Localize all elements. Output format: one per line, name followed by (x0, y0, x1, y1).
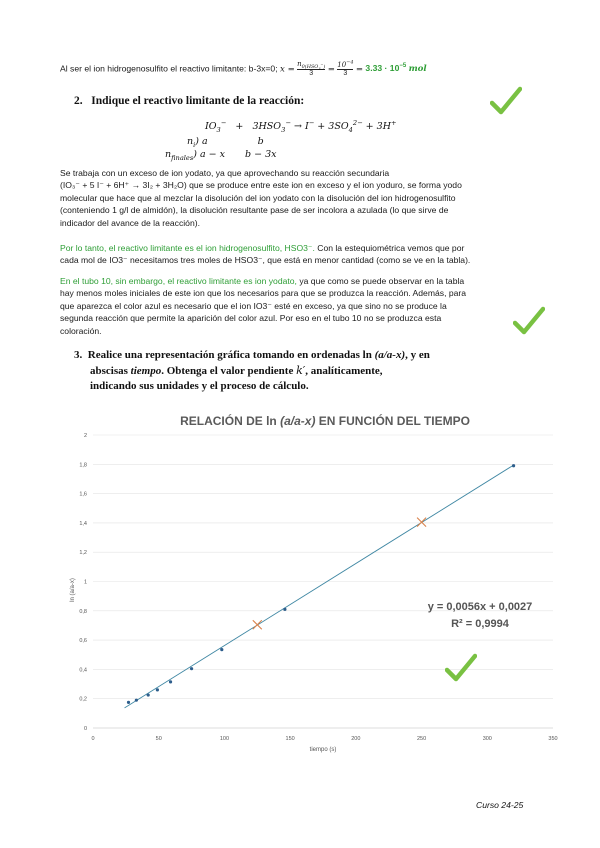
x-tick-label: 150 (285, 736, 295, 742)
y-tick-label: 1,2 (79, 550, 87, 557)
x-tick-label: 300 (482, 736, 492, 742)
data-point (220, 648, 223, 651)
fraction-1: $n_{0(HSO_3^-)}$ 3 (297, 60, 326, 78)
calc-intro-text: Al ser el ion hidrogenosulfito el reactivo limitante: b-3x=0; (60, 63, 278, 74)
fraction-2: $\frac{10^{-4}}{3}$ (337, 59, 354, 77)
y-tick-label: 0,2 (79, 696, 87, 703)
trend-equation: y = 0,0056x + 0,0027 (427, 601, 533, 613)
outlier-point (417, 518, 426, 527)
paragraph-excess-iodate: Se trabaja con un exceso de ion yodato, ya que aprovechando su reacción secundaria (IO₃⁻ + 5 I⁻ + 6H⁺ → 3I₂ + 3H₂O) que se produce entre este ion en exceso y el ion yoduro, se forma yodo molecular que hace que al mezclar la disolución del ion yodato con la disolución del ion hidrogenosulfito (conteniendo 1 g/l de almidón), la disolución resultante pase de ser incolora a azulada (lo que sirve de indicador del avance de la reacción). (60, 168, 462, 228)
checkmark-icon (513, 306, 545, 336)
data-point (156, 688, 159, 691)
question-3-heading: 3. Realice una representación gráfica tomando en ordenadas ln (a/a-x), y en abscisas tiempo. Obtenga el valor pendiente k′, analíticamente, indicando sus unidades y el proceso de cálculo. (74, 349, 430, 392)
x-tick-label: 100 (219, 736, 230, 742)
x-tick-label: 0 (91, 736, 95, 742)
checkmark-icon (445, 653, 477, 683)
initial-moles-row: $n_i$) a b (187, 136, 264, 149)
data-point (169, 680, 172, 683)
y-tick-label: 1,8 (79, 462, 87, 469)
reaction-equation: $IO_3^-$ + $3HSO_3^- \to I^- + 3SO_4^{2-} + 3H^+$ (205, 118, 397, 134)
paragraph-limiting-reactant: Por lo tanto, el reactivo limitante es el ion hidrogenosulfito, HSO3⁻. Con la estequiométrica vemos que por cada mol de IO3⁻ necesitamos tres moles de HSO3⁻, que está en menor cantidad (como se ve en la tabla). (60, 243, 471, 266)
data-point (127, 701, 130, 704)
x-equals: x = (279, 64, 295, 75)
r-squared: R² = 0,9994 (451, 618, 509, 630)
checkmark-icon (490, 86, 522, 116)
data-point (283, 608, 286, 611)
y-tick-label: 0 (83, 726, 87, 732)
outlier-point (253, 620, 262, 629)
data-point (190, 667, 193, 670)
x-tick-label: 250 (416, 736, 427, 742)
chart (60, 405, 570, 760)
y-tick-label: 0,8 (79, 608, 87, 615)
y-tick-label: 2 (83, 433, 87, 439)
result-value: $3.33 \cdot 10^{-5}$ mol (365, 63, 427, 75)
y-tick-label: 0,4 (79, 667, 87, 674)
chart-title: RELACIÓN DE ln (a/a-x) EN FUNCIÓN DEL TIEMPO (180, 414, 470, 428)
question-2-heading: 2. Indique el reactivo limitante de la reacción: (74, 95, 305, 107)
line-limiting-reactant-calc: Al ser el ion hidrogenosulfito el reactivo limitante: b-3x=0; x = $n_{0(HSO_3^-)}$ 3 = $\frac{10^{-4}}{3}$ = $3.33 \cdot 10^{-5}$ mol (60, 59, 427, 78)
x-axis-label: tiempo (s) (309, 747, 337, 753)
x-tick-label: 50 (155, 736, 162, 742)
y-tick-label: 1,4 (79, 520, 87, 527)
y-tick-label: 0,6 (79, 638, 87, 645)
data-point (135, 699, 138, 702)
final-moles-row: $n_{finales}$) a − x b − 3x (165, 149, 277, 162)
y-tick-label: 1,6 (79, 491, 87, 498)
x-tick-label: 200 (351, 736, 361, 742)
y-tick-label: 1 (83, 579, 87, 586)
y-axis-ticks (79, 433, 87, 732)
data-point (512, 464, 515, 467)
data-point (147, 693, 150, 696)
x-axis-ticks (91, 736, 557, 742)
y-axis-label: ln (a/a-x) (70, 578, 76, 602)
footer-course: Curso 24-25 (476, 800, 524, 810)
paragraph-tube-10: En el tubo 10, sin embargo, el reactivo limitante es ion yodato, ya que como se puede observar en la tabla hay menos moles iniciales de este ion que los necesarios para que se produzca la reacción. Además, para que aparezca el color azul es necesario que el ion IO3⁻ esté en exceso, ya que sino no se produce la segunda reacción que permite la aparición del color azul. Por eso en el tubo 10 no se produzca esta coloración. (60, 276, 467, 336)
x-tick-label: 350 (548, 736, 558, 742)
